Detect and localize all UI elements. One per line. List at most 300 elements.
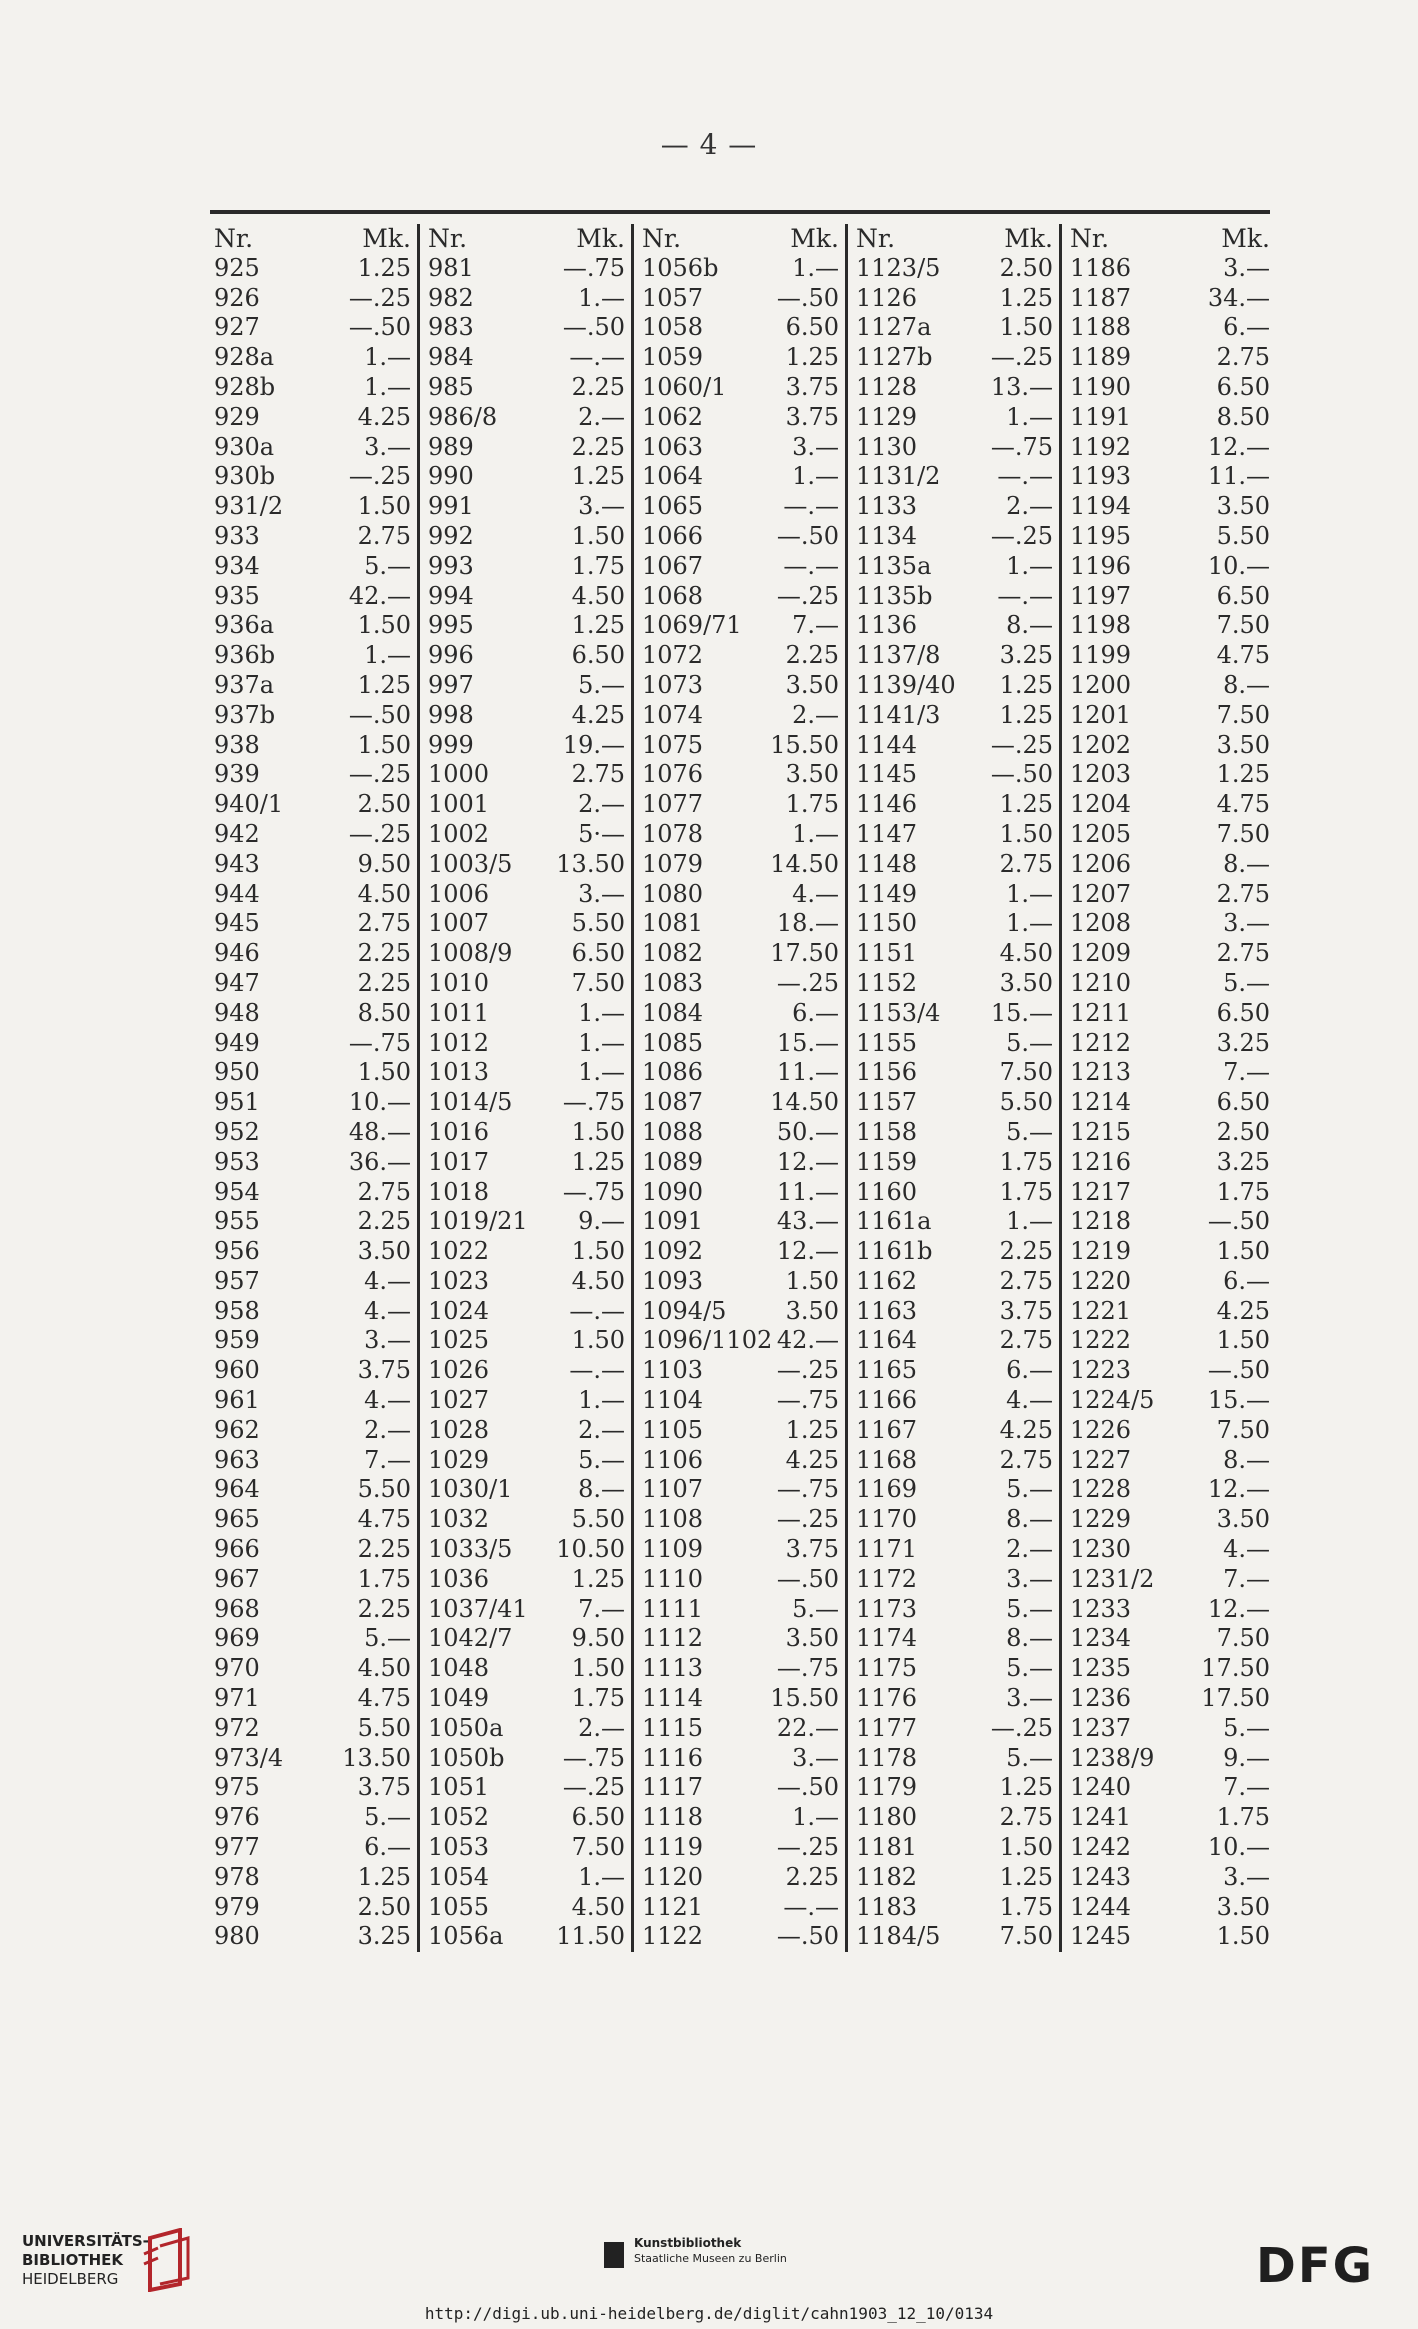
item-number: 1019/21 [428,1207,528,1236]
item-price: —.75 [776,1475,839,1504]
item-price: 6.50 [1216,372,1270,401]
table-row [1070,1535,1270,1565]
table-row [856,1326,1053,1356]
item-price: 2.— [364,1415,411,1444]
footer [0,2216,1418,2306]
item-number: 1191 [1070,402,1132,431]
item-price: 18.— [776,909,839,938]
table-row [856,1922,1053,1952]
table-row [856,1446,1053,1476]
table-row [214,1475,411,1505]
item-number: 1107 [642,1475,704,1504]
item-number: 956 [214,1237,260,1266]
table-row [1070,462,1270,492]
table-row [1070,1356,1270,1386]
header-rule [210,210,1270,214]
item-number: 1092 [642,1237,704,1266]
item-number: 960 [214,1356,260,1385]
item-price: 1.— [578,1862,625,1891]
item-price: —.50 [776,521,839,550]
table-row [642,1297,839,1327]
item-price: 4.75 [357,1505,411,1534]
item-number: 942 [214,819,260,848]
table-row [642,1386,839,1416]
table-row [1070,1058,1270,1088]
item-price: 1.50 [1216,1326,1270,1355]
item-price: 11.— [776,1058,839,1087]
item-price: 11.— [776,1177,839,1206]
table-row [214,1356,411,1386]
table-row [856,492,1053,522]
table-row [428,1505,625,1535]
item-price: 1.50 [357,730,411,759]
table-row [428,1475,625,1505]
item-number: 1063 [642,432,704,461]
table-row [428,1803,625,1833]
item-number: 1113 [642,1654,704,1683]
item-price: 2.— [792,700,839,729]
item-price: 48.— [348,1117,411,1146]
item-price: 13.50 [342,1743,411,1772]
table-row [214,1893,411,1923]
item-number: 1165 [856,1356,918,1385]
table-column [420,224,634,1952]
item-number: 940/1 [214,790,284,819]
item-price: —.25 [348,462,411,491]
item-number: 1077 [642,790,704,819]
item-price: 7.— [792,611,839,640]
item-number: 1217 [1070,1177,1132,1206]
table-row [428,1416,625,1446]
table-row [856,1595,1053,1625]
ub-line-3: HEIDELBERG [22,2270,119,2288]
item-number: 1056b [642,253,719,282]
item-number: 945 [214,909,260,938]
table-row [642,1237,839,1267]
item-number: 979 [214,1892,260,1921]
item-price: 1.75 [1216,1803,1270,1832]
item-price: —.25 [990,1713,1053,1742]
item-price: 4.25 [1216,1296,1270,1325]
table-row [642,820,839,850]
table-row [856,820,1053,850]
item-number: 1016 [428,1117,490,1146]
item-price: 3.75 [999,1296,1053,1325]
item-price: 1.— [792,1803,839,1832]
table-row [1070,1744,1270,1774]
item-number: 977 [214,1833,260,1862]
item-price: 2.25 [571,372,625,401]
item-number: 1030/1 [428,1475,513,1504]
item-number: 1207 [1070,879,1132,908]
item-price: 5.— [1223,1713,1270,1742]
table-row [856,611,1053,641]
table-row [1070,552,1270,582]
item-price: —.75 [562,1743,625,1772]
table-row [1070,1088,1270,1118]
item-number: 1087 [642,1088,704,1117]
item-number: 946 [214,939,260,968]
item-number: 1179 [856,1773,918,1802]
header-mk: Mk. [1004,224,1053,253]
item-number: 964 [214,1475,260,1504]
item-number: 1118 [642,1803,704,1832]
item-number: 1137/8 [856,641,941,670]
item-price: 5.50 [357,1713,411,1742]
item-number: 1219 [1070,1237,1132,1266]
item-price: 7.50 [571,1833,625,1862]
item-price: 1.75 [999,1892,1053,1921]
table-row [856,462,1053,492]
item-number: 948 [214,998,260,1027]
item-price: 5.50 [571,909,625,938]
table-row [428,1684,625,1714]
item-number: 1088 [642,1117,704,1146]
item-number: 929 [214,402,260,431]
item-number: 1237 [1070,1713,1132,1742]
item-price: 4.50 [571,581,625,610]
item-price: 1.— [1006,402,1053,431]
table-row [428,1833,625,1863]
table-row [428,284,625,314]
table-row [428,760,625,790]
item-number: 1213 [1070,1058,1132,1087]
item-number: 944 [214,879,260,908]
item-price: 5.— [792,1594,839,1623]
item-price: 1.— [578,1386,625,1415]
table-row [428,343,625,373]
item-number: 1156 [856,1058,918,1087]
item-number: 1229 [1070,1505,1132,1534]
item-number: 1155 [856,1028,918,1057]
table-row [428,969,625,999]
table-row [856,1714,1053,1744]
item-price: 2.75 [1216,879,1270,908]
item-number: 1065 [642,492,704,521]
item-price: 4.25 [999,1415,1053,1444]
item-number: 1214 [1070,1088,1132,1117]
table-row [428,1714,625,1744]
item-number: 935 [214,581,260,610]
item-price: 12.— [1207,432,1270,461]
source-url[interactable]: http://digi.ub.uni-heidelberg.de/diglit/cahn1903_12_10/0134 [424,2304,994,2323]
item-number: 1053 [428,1833,490,1862]
table-row [856,254,1053,284]
item-price: 3.— [364,1326,411,1355]
item-price: 34.— [1207,283,1270,312]
table-row [214,1267,411,1297]
item-price: 2.75 [999,849,1053,878]
table-row [856,1416,1053,1446]
item-number: 1193 [1070,462,1132,491]
item-number: 1018 [428,1177,490,1206]
table-row [642,760,839,790]
item-number: 1091 [642,1207,704,1236]
column-header [1070,224,1270,254]
item-number: 928b [214,372,276,401]
table-row [856,969,1053,999]
item-number: 1069/71 [642,611,742,640]
item-price: 3.— [1006,1684,1053,1713]
item-price: 2.50 [999,253,1053,282]
item-price: 1.75 [785,790,839,819]
item-number: 1072 [642,641,704,670]
table-row [856,433,1053,463]
table-row [856,1654,1053,1684]
item-number: 1033/5 [428,1535,513,1564]
table-row [214,582,411,612]
item-number: 1169 [856,1475,918,1504]
item-price: —.25 [990,521,1053,550]
item-number: 1167 [856,1415,918,1444]
item-number: 1174 [856,1624,918,1653]
item-number: 985 [428,372,474,401]
item-number: 1060/1 [642,372,727,401]
table-row [1070,1267,1270,1297]
table-row [428,1386,625,1416]
table-row [642,731,839,761]
table-row [1070,850,1270,880]
table-row [1070,820,1270,850]
item-price: 12.— [1207,1475,1270,1504]
item-price: 5.50 [999,1088,1053,1117]
table-row [642,403,839,433]
table-row [856,1207,1053,1237]
item-number: 962 [214,1415,260,1444]
item-price: 5.— [364,551,411,580]
item-price: 1.50 [571,1326,625,1355]
item-number: 1011 [428,998,490,1027]
table-row [214,522,411,552]
item-number: 1164 [856,1326,918,1355]
item-number: 1108 [642,1505,704,1534]
item-price: 7.50 [999,1922,1053,1951]
item-price: 7.50 [1216,1624,1270,1653]
table-row [642,1833,839,1863]
table-row [214,641,411,671]
item-price: 8.— [1223,849,1270,878]
item-price: 1.— [578,1028,625,1057]
table-row [214,254,411,284]
item-number: 1024 [428,1296,490,1325]
table-row [1070,1446,1270,1476]
item-number: 1215 [1070,1117,1132,1146]
item-price: 1.— [1006,879,1053,908]
item-number: 1230 [1070,1535,1132,1564]
item-price: 1.25 [357,1862,411,1891]
item-price: 4.75 [1216,790,1270,819]
item-price: 4.— [364,1266,411,1295]
item-number: 1012 [428,1028,490,1057]
item-price: 4.— [364,1386,411,1415]
item-price: 4.— [1006,1386,1053,1415]
column-header [856,224,1053,254]
table-row [214,313,411,343]
item-price: 1.25 [999,1773,1053,1802]
table-row [1070,1624,1270,1654]
item-price: 5.— [1006,1743,1053,1772]
item-price: 10.50 [556,1535,625,1564]
item-price: 43.— [776,1207,839,1236]
item-number: 1093 [642,1266,704,1295]
table-row [428,1118,625,1148]
table-row [1070,671,1270,701]
item-number: 1022 [428,1237,490,1266]
table-row [1070,731,1270,761]
table-row [214,1088,411,1118]
table-row [428,1624,625,1654]
table-row [214,1684,411,1714]
item-price: 7.50 [1216,700,1270,729]
university-library-logo [22,2232,149,2289]
item-number: 1049 [428,1684,490,1713]
item-number: 1146 [856,790,918,819]
item-number: 930a [214,432,275,461]
item-price: 4.75 [1216,641,1270,670]
item-number: 1025 [428,1326,490,1355]
table-row [1070,1416,1270,1446]
item-price: 15.50 [770,730,839,759]
item-number: 1200 [1070,670,1132,699]
item-number: 1078 [642,819,704,848]
item-price: 5·— [578,819,625,848]
table-row [642,969,839,999]
item-number: 970 [214,1654,260,1683]
table-row [642,343,839,373]
item-number: 980 [214,1922,260,1951]
item-number: 1178 [856,1743,918,1772]
table-row [856,1088,1053,1118]
item-price: 6.50 [1216,998,1270,1027]
item-price: 4.50 [357,1654,411,1683]
table-row [856,343,1053,373]
item-price: 1.25 [571,611,625,640]
item-number: 1130 [856,432,918,461]
table-row [642,1773,839,1803]
item-number: 1234 [1070,1624,1132,1653]
item-number: 1068 [642,581,704,610]
table-row [1070,1684,1270,1714]
item-number: 1233 [1070,1594,1132,1623]
table-row [1070,969,1270,999]
table-row [214,1863,411,1893]
table-row [1070,343,1270,373]
table-row [428,1773,625,1803]
header-nr: Nr. [642,224,682,253]
item-price: 9.50 [571,1624,625,1653]
item-number: 1104 [642,1386,704,1415]
item-price: 1.75 [357,1564,411,1593]
table-row [642,1207,839,1237]
item-number: 1203 [1070,760,1132,789]
item-number: 1090 [642,1177,704,1206]
item-price: 2.50 [1216,1117,1270,1146]
table-row [856,1029,1053,1059]
table-row [642,1267,839,1297]
item-price: —.25 [776,1356,839,1385]
item-price: 15.— [990,998,1053,1027]
table-row [856,1178,1053,1208]
table-row [428,909,625,939]
table-row [856,1356,1053,1386]
item-number: 994 [428,581,474,610]
item-price: 6.50 [571,939,625,968]
table-row [642,1714,839,1744]
table-row [214,1148,411,1178]
item-number: 1202 [1070,730,1132,759]
header-nr: Nr. [428,224,468,253]
table-row [428,939,625,969]
item-number: 997 [428,670,474,699]
table-row [214,999,411,1029]
item-number: 1243 [1070,1862,1132,1891]
table-row [428,880,625,910]
table-row [856,522,1053,552]
item-price: 1.50 [571,521,625,550]
item-price: 22.— [776,1713,839,1742]
item-price: 2.25 [785,641,839,670]
table-row [214,969,411,999]
table-row [214,1535,411,1565]
item-price: 6.— [792,998,839,1027]
item-price: 6.— [1223,313,1270,342]
item-number: 1089 [642,1147,704,1176]
item-number: 972 [214,1713,260,1742]
kb-line-1: Kunstbibliothek [634,2236,742,2250]
item-number: 1177 [856,1713,918,1742]
item-number: 1042/7 [428,1624,513,1653]
item-number: 1028 [428,1415,490,1444]
item-price: 2.— [578,790,625,819]
item-price: 3.— [578,492,625,521]
table-row [428,462,625,492]
item-price: 3.50 [785,1296,839,1325]
item-number: 1127a [856,313,932,342]
item-number: 1181 [856,1833,918,1862]
header-mk: Mk. [1221,224,1270,253]
item-price: 1.25 [999,283,1053,312]
item-price: —.75 [990,432,1053,461]
item-price: 8.50 [1216,402,1270,431]
table-row [642,433,839,463]
item-price: 10.— [1207,551,1270,580]
item-number: 1216 [1070,1147,1132,1176]
item-price: 1.50 [571,1654,625,1683]
item-price: 42.— [348,581,411,610]
item-price: 6.— [364,1833,411,1862]
item-price: 1.50 [1216,1237,1270,1266]
item-number: 1037/41 [428,1594,528,1623]
item-price: 3.75 [785,1535,839,1564]
table-row [642,492,839,522]
table-row [428,373,625,403]
item-number: 982 [428,283,474,312]
item-price: —.50 [990,760,1053,789]
table-row [428,1893,625,1923]
item-number: 967 [214,1564,260,1593]
item-price: 1.50 [571,1237,625,1266]
table-row [214,1386,411,1416]
table-row [1070,1595,1270,1625]
table-row [214,1118,411,1148]
item-price: —.75 [562,1177,625,1206]
item-number: 968 [214,1594,260,1623]
table-row [642,611,839,641]
table-row [1070,254,1270,284]
item-number: 1221 [1070,1296,1132,1325]
column-header [214,224,411,254]
table-row [428,1922,625,1952]
